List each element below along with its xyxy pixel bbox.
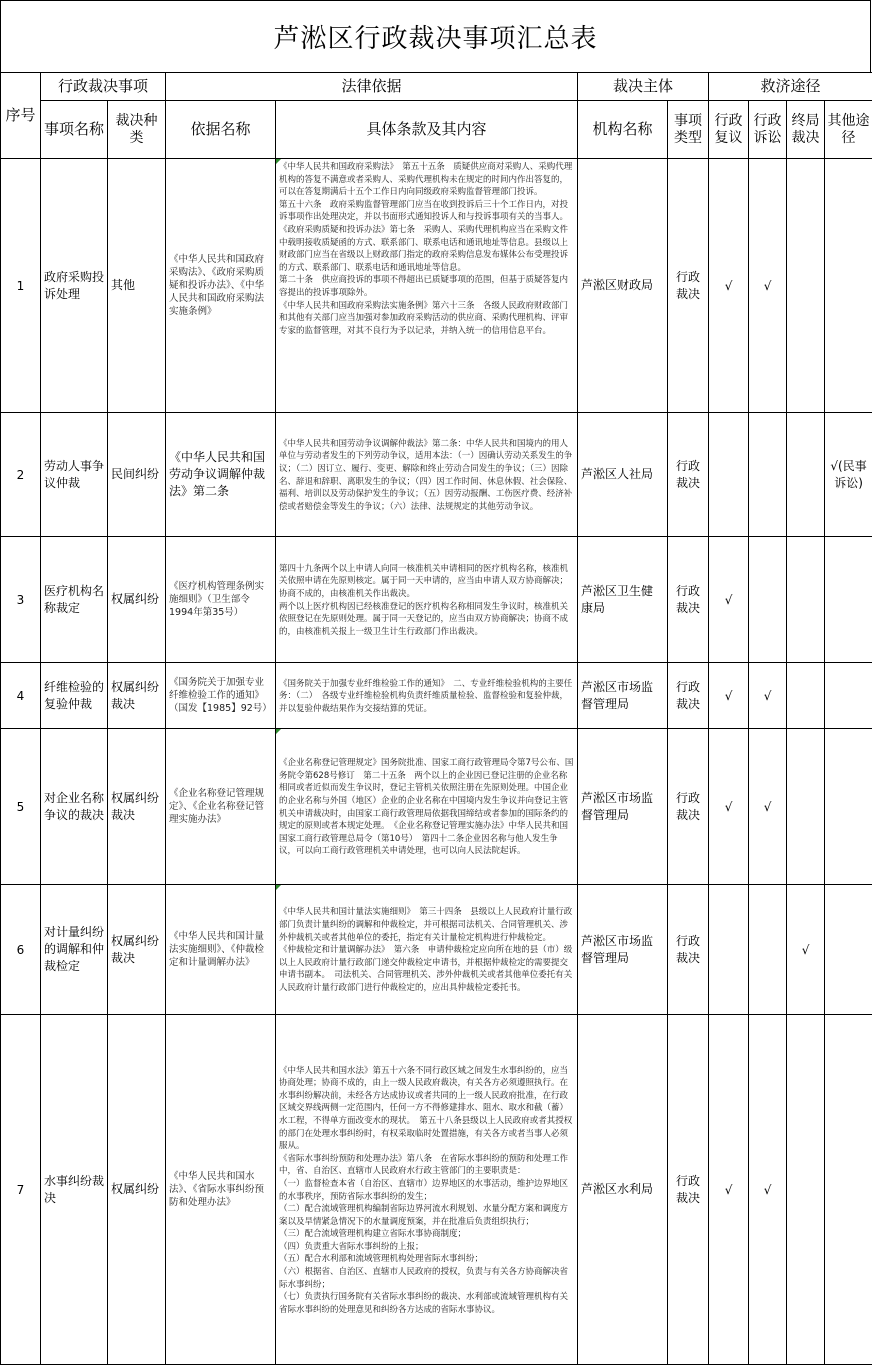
- row-detail: 《中华人民共和国计量法实施细则》 第三十四条 县级以上人民政府计量行政部门负责计量纠纷的调解和仲裁检定，并可根据司法机关、合同管理机关、涉外仲裁机关或者其他单位的委托，指定有关计量检定机构进行仲裁检定。 《仲裁检定和计量调解办法》 第六条 申请仲裁检定应向所在地的县（市）级以上人民政府计量行政部门递交仲裁检定申请书，并根据仲裁检定的需要提交申请书副本。 司法机关、合同管理机关、涉外仲裁机关或者其他单位委托有关人民政府计量行政部门进行仲裁检定的，应出具仲裁检定委托书。: [279, 907, 573, 993]
- row-matter-name: 劳动人事争议仲裁: [41, 413, 108, 537]
- header-legal-group: 法律依据: [166, 73, 578, 101]
- row-detail-cell: [276, 729, 578, 885]
- header-other: 其他途径: [825, 101, 872, 159]
- row-org-name: 芦淞区市场监督管理局: [578, 663, 668, 729]
- row-seq: 1: [1, 159, 41, 413]
- header-matter-group: 行政裁决事项: [41, 73, 166, 101]
- header-remedy-group: 救济途径: [709, 73, 872, 101]
- row-ruling-kind: 权属纠纷: [108, 1015, 166, 1365]
- row-matter-type: 行政裁决: [668, 537, 709, 663]
- row-detail: 《中华人民共和国水法》第五十六条不同行政区域之间发生水事纠纷的，应当协商处理；协商不成的，由上一级人民政府裁决，有关各方必须遵照执行。在水事纠纷解决前，未经各方达成协议或者共同的上一级人民政府批准，在行政区域交界线两侧一定范围内，任何一方不得修建排水、阻水、取水和截（蓄）水工程，不得单方面改变水的现状。 第五十八条县级以上人民政府或者其授权的部门在处理水事纠纷时，有权采取临时处置措施，有关各方或者当事人必须服从。 《省际水事纠纷预防和处理办法》第八条 在省际水事纠纷的预防和处理工作中，省、自治区、直辖市人民政府水行政主管部门的主要职责是： （一）监督检查本省（自治区、直辖市）边界地区的水事活动，维护边界地区的水事秩序，预防省际水事纠纷的发生； （二）配合流域管理机构编制省际边界河流水利规划、水量分配方案和调度方案以及旱情紧急情况下的水量调度预案，并在批准后负责组织执行； （三）配合流域管理机构建立省际水事协商制度； （四）负责重大省际水事纠纷的上报； （五）配合水利部和流域管理机构处理省际水事纠纷； （六）根据省、自治区、直辖市人民政府的授权，负责与有关各方协商解决省际水事纠纷； （七）负责执行国务院有关省际水事纠纷的裁决、水利部或流域管理机构有关省际水事纠纷的处理意见和纠纷各方达成的省际水事协议。: [279, 1065, 573, 1315]
- table-row: [1, 1015, 872, 1365]
- comment-marker-icon: [276, 729, 281, 734]
- header-reconsider: 行政复议: [709, 101, 749, 159]
- row-basis-name: 《国务院关于加强专业纤维检验工作的通知》（国发【1985】92号）: [166, 663, 276, 729]
- row-other: √(民事诉讼): [825, 413, 872, 537]
- row-litigation: [749, 413, 787, 537]
- row-detail: 第四十九条两个以上申请人向同一核准机关申请相同的医疗机构名称，核准机关依照申请在先原则核定。属于同一天申请的，应当由申请人双方协商解决；协商不成的，由核准机关作出裁决。 两个以上医疗机构因已经核准登记的医疗机构名称相同发生争议时，核准机关依照登记在先原则处理。属于同一天登记的，应当由双方协商解决；协商不成的，由核准机关报上一级卫生计生行政部门作出裁决。: [279, 563, 569, 637]
- page-title: 芦淞区行政裁决事项汇总表: [0, 0, 871, 72]
- header-matter-name: 事项名称: [41, 101, 108, 159]
- row-seq: 7: [1, 1015, 41, 1365]
- row-reconsider: √: [709, 537, 749, 663]
- row-reconsider: √: [709, 729, 749, 885]
- row-ruling-kind: 其他: [108, 159, 166, 413]
- header-row-1: [1, 73, 872, 101]
- row-seq: 6: [1, 885, 41, 1015]
- row-ruling-kind: 权属纠纷: [108, 537, 166, 663]
- row-reconsider: √: [709, 159, 749, 413]
- row-seq: 5: [1, 729, 41, 885]
- row-reconsider: √: [709, 663, 749, 729]
- row-ruling-kind: 权属纠纷裁决: [108, 729, 166, 885]
- row-litigation: √: [749, 729, 787, 885]
- row-detail: 《中华人民共和国政府采购法》 第五十五条 质疑供应商对采购人、采购代理机构的答复不满意或者采购人、采购代理机构未在规定的时间内作出答复的，可以在答复期满后十五个工作日内向同级政府采购监督管理部门投诉。 第五十六条 政府采购监督管理部门应当在收到投诉后三十个工作日内，对投诉事项作出处理决定，并以书面形式通知投诉人和与投诉事项有关的当事人。 《政府采购质疑和投诉办法》第七条 采购人、采购代理机构应当在采购文件中载明接收质疑函的方式、联系部门、联系电话和通讯地址等信息。县级以上财政部门应当在省级以上财政部门指定的政府采购信息发布媒体公布受理投诉的方式、联系部门、联系电话和通讯地址等信息。 第二十条 供应商投诉的事项不得超出已质疑事项的范围，但基于质疑答复内容提出的投诉事项除外。 《中华人民共和国政府采购法实施条例》第六十三条 各级人民政府财政部门和其他有关部门应当加强对参加政府采购活动的供应商、采购代理机构、评审专家的监督管理，对其不良行为予以记录，并纳入统一的信用信息平台。: [279, 162, 573, 336]
- header-ruling-kind: 裁决种类: [108, 101, 166, 159]
- row-seq: 2: [1, 413, 41, 537]
- row-final: [787, 1015, 825, 1365]
- row-detail: 《企业名称登记管理规定》国务院批准、国家工商行政管理局令第7号公布、国务院令第628号修订 第二十五条 两个以上的企业因已登记注册的企业名称相同或者近似而发生争议时，登记主管机关依照注册在先原则处理。中国企业的企业名称与外国（地区）企业的企业名称在中国境内发生争议并向登记主管机关申请裁决时，由国家工商行政管理局依据我国缔结或者参加的国际条约的规定的原则或者本规定处理。 《企业名称登记管理实施办法》中华人民共和国国家工商行政管理总局令（第10号） 第四十二条企业因名称与他人发生争议，可以向工商行政管理机关申请处理，也可以向人民法院起诉。: [279, 758, 574, 857]
- table-row: [1, 159, 872, 413]
- table-row: [1, 885, 872, 1015]
- table-row: [1, 413, 872, 537]
- row-litigation: √: [749, 1015, 787, 1365]
- header-litigation: 行政诉讼: [749, 101, 787, 159]
- row-matter-type: 行政裁决: [668, 413, 709, 537]
- row-final: √: [787, 885, 825, 1015]
- row-matter-type: 行政裁决: [668, 1015, 709, 1365]
- row-final: [787, 663, 825, 729]
- table-row: [1, 537, 872, 663]
- header-detail: 具体条款及其内容: [276, 101, 578, 159]
- row-matter-name: 对企业名称争议的裁决: [41, 729, 108, 885]
- row-ruling-kind: 权属纠纷裁决: [108, 663, 166, 729]
- comment-marker-icon: [276, 885, 281, 890]
- header-row-2: [1, 101, 872, 159]
- row-final: [787, 729, 825, 885]
- row-ruling-kind: 权属纠纷裁决: [108, 885, 166, 1015]
- row-final: [787, 159, 825, 413]
- row-basis-name: 《中华人民共和国水法》、《省际水事纠纷预防和处理办法》: [166, 1015, 276, 1365]
- row-litigation: [749, 537, 787, 663]
- row-litigation: √: [749, 159, 787, 413]
- row-detail-cell: [276, 413, 578, 537]
- row-detail-cell: [276, 663, 578, 729]
- row-org-name: 芦淞区市场监督管理局: [578, 885, 668, 1015]
- row-other: [825, 729, 872, 885]
- row-matter-name: 水事纠纷裁决: [41, 1015, 108, 1365]
- header-matter-type: 事项类型: [668, 101, 709, 159]
- row-final: [787, 413, 825, 537]
- row-detail: 《国务院关于加强专业纤维检验工作的通知》 二、专业纤维检验机构的主要任务：（二） 各级专业纤维检验机构负责纤维质量检验、监督检验和复验仲裁，并以复验仲裁结果作为交接结算的凭证。: [279, 678, 573, 714]
- row-detail-cell: [276, 1015, 578, 1365]
- row-reconsider: [709, 885, 749, 1015]
- row-matter-type: 行政裁决: [668, 729, 709, 885]
- row-matter-type: 行政裁决: [668, 663, 709, 729]
- row-reconsider: [709, 413, 749, 537]
- row-basis-name: 《中华人民共和国劳动争议调解仲裁法》第二条: [166, 413, 276, 537]
- row-other: [825, 537, 872, 663]
- row-litigation: [749, 885, 787, 1015]
- row-basis-name: 《企业名称登记管理规定》、《企业名称登记管理实施办法》: [166, 729, 276, 885]
- ruling-table: [0, 72, 872, 1365]
- header-subject-group: 裁决主体: [578, 73, 709, 101]
- row-org-name: 芦淞区人社局: [578, 413, 668, 537]
- table-row: [1, 729, 872, 885]
- row-litigation: √: [749, 663, 787, 729]
- header-org-name: 机构名称: [578, 101, 668, 159]
- row-other: [825, 663, 872, 729]
- comment-marker-icon: [276, 159, 281, 164]
- row-basis-name: 《中华人民共和国计量法实施细则》、《仲裁检定和计量调解办法》: [166, 885, 276, 1015]
- row-other: [825, 885, 872, 1015]
- header-basis-name: 依据名称: [166, 101, 276, 159]
- row-matter-type: 行政裁决: [668, 885, 709, 1015]
- row-matter-name: 医疗机构名称裁定: [41, 537, 108, 663]
- row-other: [825, 159, 872, 413]
- row-basis-name: 《中华人民共和国政府采购法》、《政府采购质疑和投诉办法》、《中华人民共和国政府采购法实施条例》: [166, 159, 276, 413]
- row-matter-name: 政府采购投诉处理: [41, 159, 108, 413]
- table-row: [1, 663, 872, 729]
- row-detail: 《中华人民共和国劳动争议调解仲裁法》第二条：中华人民共和国境内的用人单位与劳动者发生的下列劳动争议，适用本法：（一）因确认劳动关系发生的争议；（二）因订立、履行、变更、解除和终止劳动合同发生的争议；（三）因除名、辞退和辞职、离职发生的争议；（四）因工作时间、休息休假、社会保险、福利、培训以及劳动保护发生的争议；（五）因劳动报酬、工伤医疗费、经济补偿或者赔偿金等发生的争议；（六）法律、法规规定的其他劳动争议。: [279, 438, 573, 512]
- row-seq: 4: [1, 663, 41, 729]
- row-ruling-kind: 民间纠纷: [108, 413, 166, 537]
- row-seq: 3: [1, 537, 41, 663]
- row-basis-name: 《医疗机构管理条例实施细则》（卫生部令1994年第35号）: [166, 537, 276, 663]
- row-org-name: 芦淞区卫生健康局: [578, 537, 668, 663]
- row-org-name: 芦淞区市场监督管理局: [578, 729, 668, 885]
- row-matter-name: 对计量纠纷的调解和仲裁检定: [41, 885, 108, 1015]
- row-detail-cell: [276, 537, 578, 663]
- row-matter-type: 行政裁决: [668, 159, 709, 413]
- row-other: [825, 1015, 872, 1365]
- row-detail-cell: [276, 885, 578, 1015]
- row-org-name: 芦淞区财政局: [578, 159, 668, 413]
- row-matter-name: 纤维检验的复验仲裁: [41, 663, 108, 729]
- row-org-name: 芦淞区水利局: [578, 1015, 668, 1365]
- row-detail-cell: [276, 159, 578, 413]
- header-seq: 序号: [1, 73, 41, 159]
- row-reconsider: √: [709, 1015, 749, 1365]
- header-final: 终局裁决: [787, 101, 825, 159]
- row-final: [787, 537, 825, 663]
